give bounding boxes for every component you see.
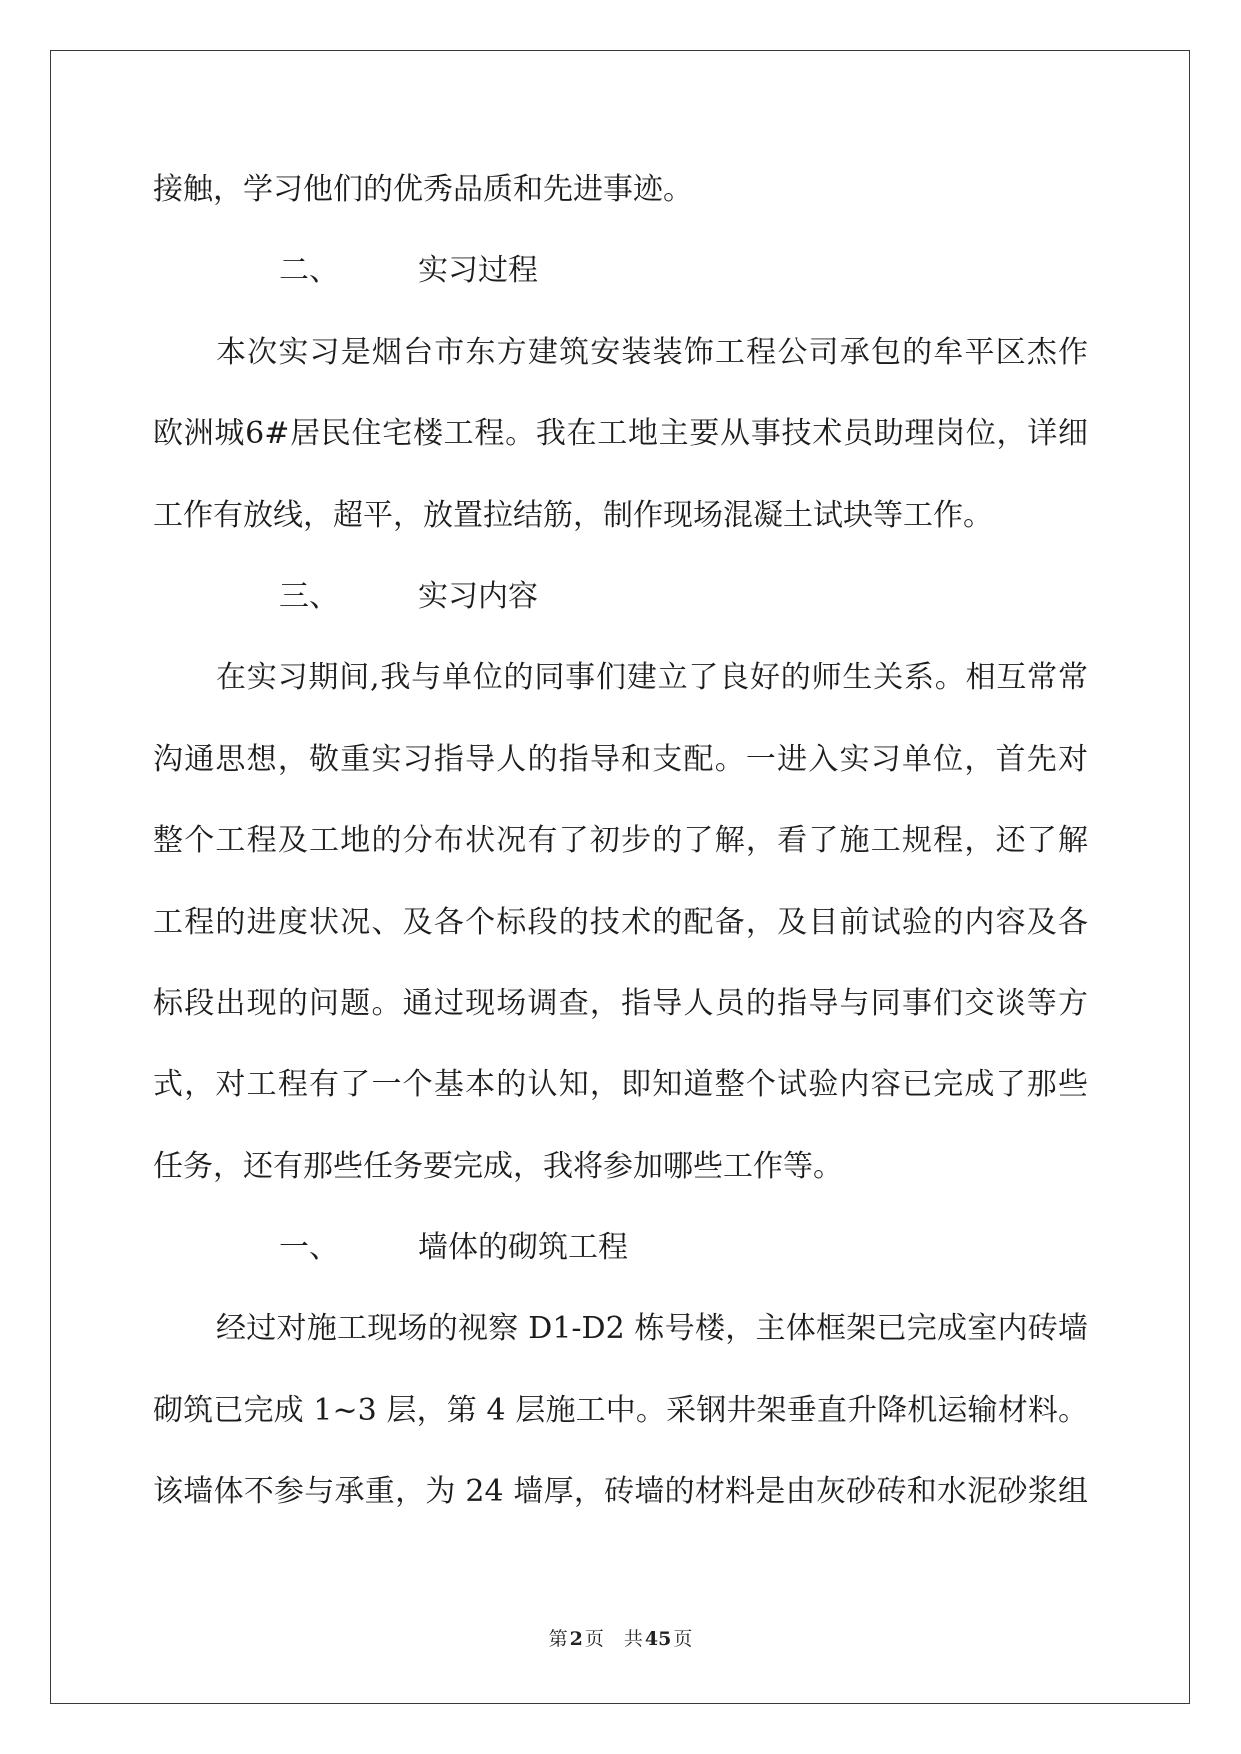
paragraph-line: 式，对工程有了一个基本的认知，即知道整个试验内容已完成了那些 xyxy=(153,1067,1088,1103)
paragraph-line: 沟通思想，敬重实习指导人的指导和支配。一进入实习单位，首先对 xyxy=(153,741,1088,777)
paragraph-line: 在实习期间,我与单位的同事们建立了良好的师生关系。相互常常 xyxy=(216,660,1088,696)
subsection-number: 一、 xyxy=(279,1230,339,1266)
section-number: 三、 xyxy=(279,578,339,614)
paragraph-line: 砌筑已完成 1~3 层，第 4 层施工中。采钢井架垂直升降机运输材料。 xyxy=(153,1392,1088,1428)
section-title: 实习内容 xyxy=(418,578,538,614)
current-page-number: 2 xyxy=(569,1628,583,1650)
paragraph-line: 接触，学习他们的优秀品质和先进事迹。 xyxy=(153,172,693,207)
paragraph-line: 本次实习是烟台市东方建筑安装装饰工程公司承包的牟平区杰作 xyxy=(216,334,1088,370)
document-body xyxy=(153,149,1088,1533)
paragraph-line: 该墙体不参与承重，为 24 墙厚，砖墙的材料是由灰砂砖和水泥砂浆组 xyxy=(153,1474,1088,1510)
subsection-title: 墙体的砌筑工程 xyxy=(418,1230,628,1266)
total-suffix: 页 xyxy=(673,1628,693,1650)
total-prefix: 共 xyxy=(623,1628,643,1650)
total-pages-number: 45 xyxy=(644,1628,672,1650)
section-title: 实习过程 xyxy=(418,253,538,289)
paragraph-line: 整个工程及工地的分布状况有了初步的了解，看了施工规程，还了解 xyxy=(153,823,1088,859)
section-number: 二、 xyxy=(279,253,339,289)
page-suffix: 页 xyxy=(584,1628,604,1650)
page-prefix: 第 xyxy=(548,1628,568,1650)
total-pages-group xyxy=(624,1628,692,1650)
section-heading xyxy=(153,230,1088,311)
paragraph-line: 经过对施工现场的视察 D1-D2 栋号楼，主体框架已完成室内砖墙 xyxy=(216,1311,1088,1347)
paragraph-line: 工作有放线，超平，放置拉结筋，制作现场混凝土试块等工作。 xyxy=(153,497,993,533)
paragraph-line: 欧洲城6#居民住宅楼工程。我在工地主要从事技术员助理岗位，详细 xyxy=(153,416,1088,452)
paragraph-line: 标段出现的问题。通过现场调查，指导人员的指导与同事们交谈等方 xyxy=(153,985,1088,1021)
paragraph-line: 任务，还有那些任务要完成，我将参加哪些工作等。 xyxy=(153,1148,843,1184)
subsection-heading xyxy=(153,1207,1088,1288)
page-footer xyxy=(0,1626,1241,1652)
section-heading xyxy=(153,556,1088,637)
paragraph-line: 工程的进度状况、及各个标段的技术的配备，及目前试验的内容及各 xyxy=(153,904,1088,940)
